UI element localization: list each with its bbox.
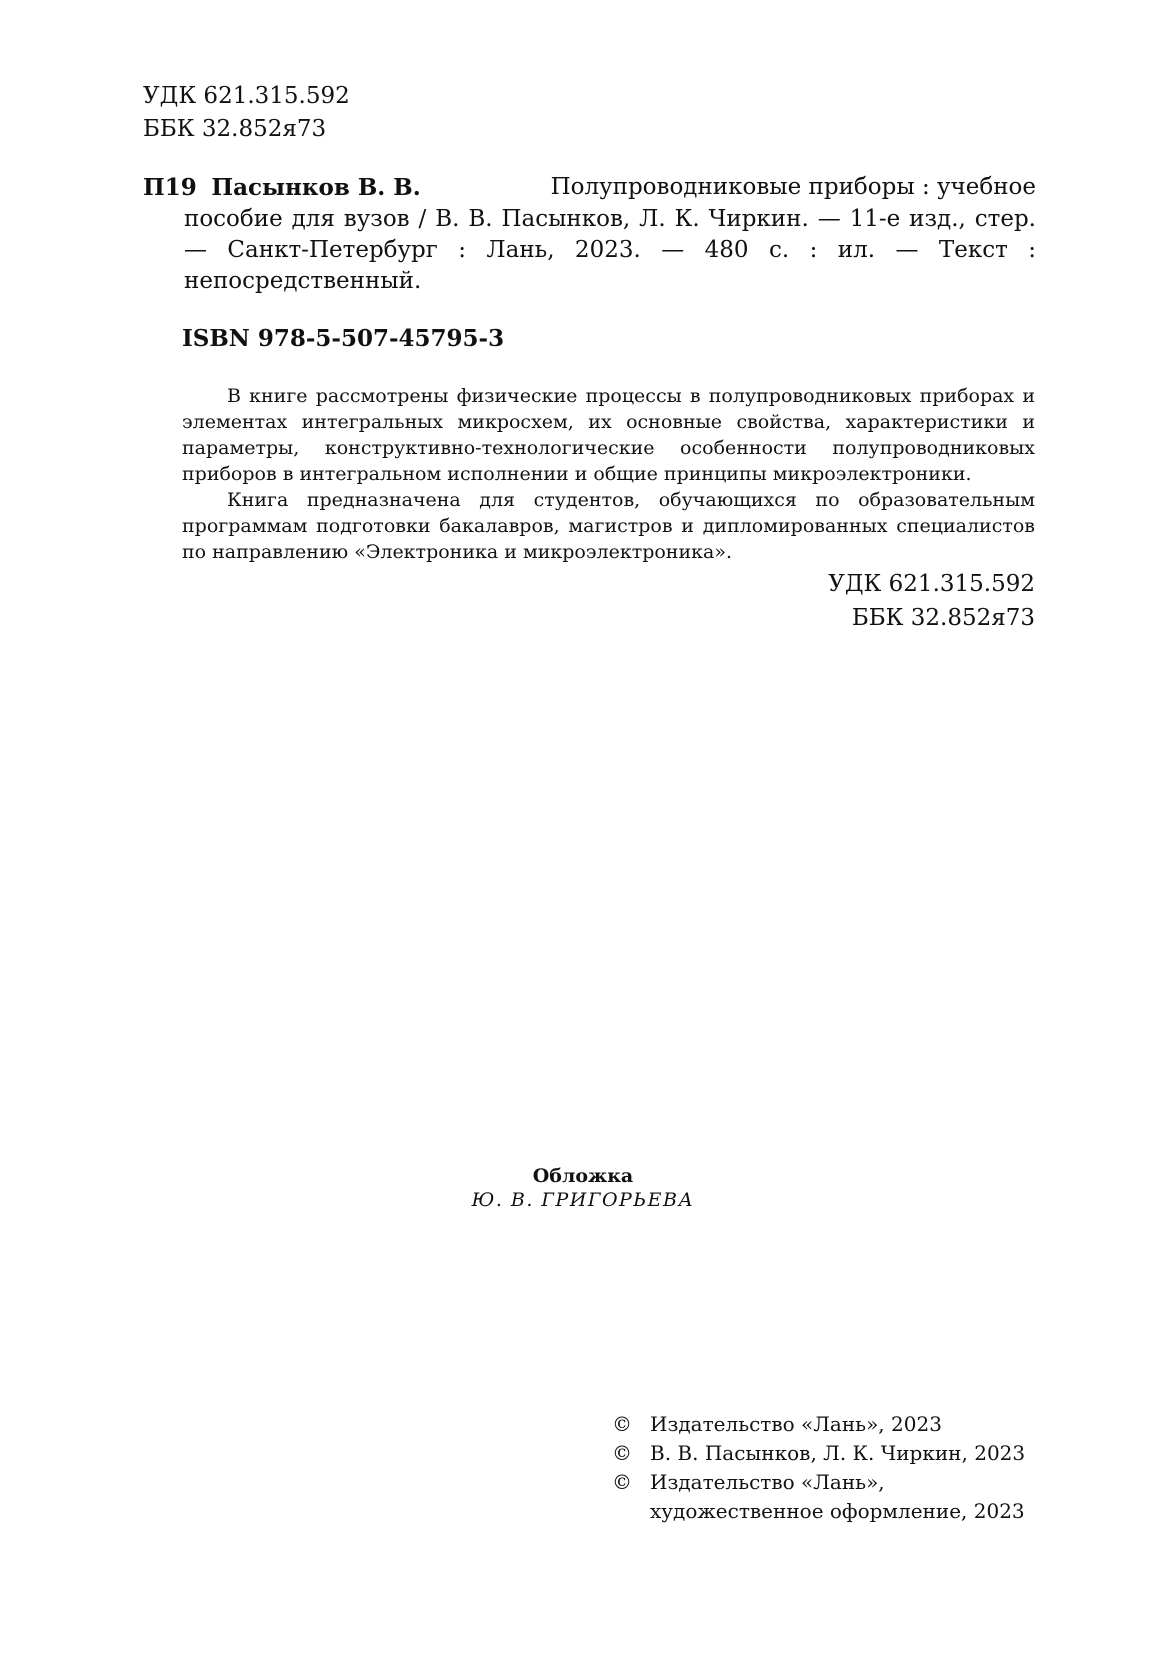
udk-code-right: УДК 621.315.592: [828, 571, 1035, 597]
copyright-icon: ©: [612, 1441, 632, 1465]
biblio-first-line: [143, 172, 1036, 204]
copyright-icon: ©: [612, 1412, 632, 1436]
classification-codes-right: [828, 567, 1035, 635]
cover-label: Обложка: [532, 1165, 634, 1187]
cover-credit: [0, 1164, 1166, 1212]
copyright-line: [612, 1468, 1042, 1497]
bbk-code: ББК 32.852я73: [143, 116, 327, 142]
book-title: Полупроводниковые приборы : учебное: [550, 174, 1036, 200]
classification-codes: [143, 80, 350, 146]
author-mark: П19: [143, 174, 197, 201]
copyright-text: Издательство «Лань»,: [650, 1470, 885, 1494]
biblio-details: пособие для вузов / В. В. Пасынков, Л. К. Чиркин. — 11-е изд., стер. — Санкт-Петербург : Лань, 2023. — 480 с. : ил. — Текст : непосредственный.: [184, 206, 1036, 294]
annotation: [182, 383, 1035, 565]
isbn: ISBN 978-5-507-45795-3: [182, 325, 505, 352]
copyright-icon: ©: [612, 1470, 632, 1494]
copyright-block: [612, 1410, 1042, 1526]
cover-designer: Ю. В. ГРИГОРЬЕВА: [471, 1189, 695, 1211]
copyright-line: [612, 1439, 1042, 1468]
author-name: Пасынков В. В.: [211, 174, 421, 201]
bbk-code-right: ББК 32.852я73: [851, 605, 1035, 631]
annotation-paragraph: В книге рассмотрены физические процессы в полупроводниковых приборах и элементах интегральных микросхем, их основные свойства, характеристики и параметры, конструктивно-технологические особенности полупроводниковых приборов в интегральном исполнении и общие принципы микроэлектроники.: [182, 385, 1035, 485]
copyright-line: [612, 1410, 1042, 1439]
copyright-text: В. В. Пасынков, Л. К. Чиркин, 2023: [650, 1441, 1026, 1465]
udk-code: УДК 621.315.592: [143, 83, 350, 109]
annotation-paragraph: Книга предназначена для студентов, обучающихся по образовательным программам подготовки бакалавров, магистров и дипломированных специалистов по направлению «Электроника и микроэлектроника».: [182, 489, 1035, 563]
bibliographic-record: [143, 172, 1036, 297]
copyright-text: Издательство «Лань», 2023: [650, 1412, 942, 1436]
copyright-text: художественное оформление, 2023: [650, 1499, 1025, 1523]
copyright-line: [612, 1497, 1042, 1526]
